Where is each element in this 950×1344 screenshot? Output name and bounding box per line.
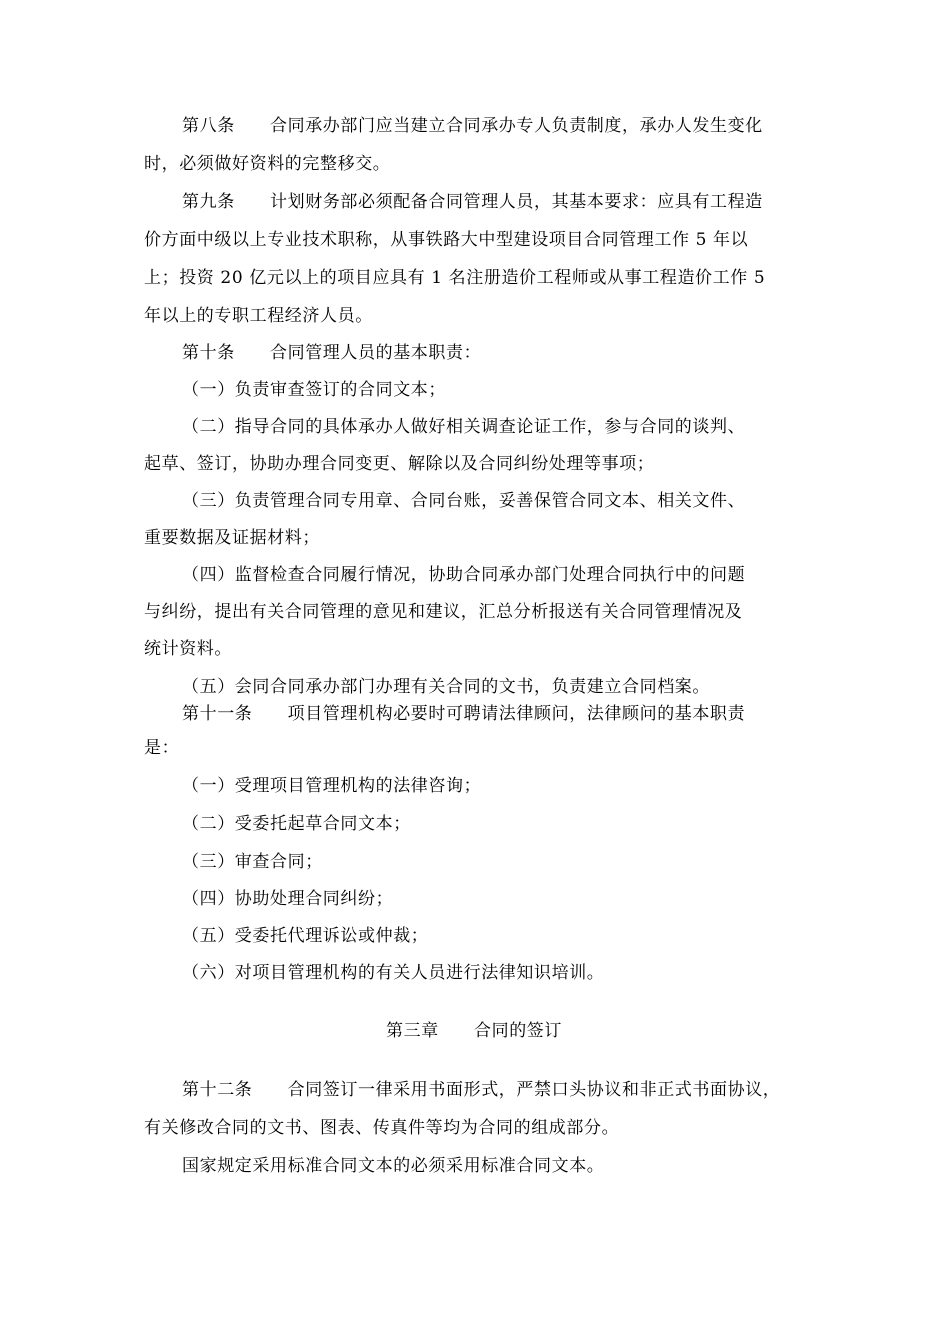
article-12-line-1: 第十二条 合同签订一律采用书面形式，严禁口头协议和非正式书面协议， <box>182 1080 781 1100</box>
article-10-item-4-line-1: （四）监督检查合同履行情况，协助合同承办部门处理合同执行中的问题 <box>182 565 746 585</box>
article-12-line-2: 有关修改合同的文书、图表、传真件等均为合同的组成部分。 <box>144 1118 620 1138</box>
article-9-line-3: 上；投资 20 亿元以上的项目应具有 1 名注册造价工程师或从事工程造价工作 5 <box>144 268 766 288</box>
article-12-line-3: 国家规定采用标准合同文本的必须采用标准合同文本。 <box>182 1156 605 1176</box>
article-10-item-5: （五）会同合同承办部门办理有关合同的文书，负责建立合同档案。 <box>182 677 710 697</box>
article-10-item-2-line-2: 起草、签订，协助办理合同变更、解除以及合同纠纷处理等事项； <box>144 454 655 474</box>
article-8-line-2: 时，必须做好资料的完整移交。 <box>144 154 391 174</box>
article-11-item-1: （一）受理项目管理机构的法律咨询； <box>182 776 482 796</box>
article-10-item-1: （一）负责审查签订的合同文本； <box>182 380 446 400</box>
article-10-item-4-line-3: 统计资料。 <box>144 639 232 659</box>
article-11-line-1: 第十一条 项目管理机构必要时可聘请法律顾问，法律顾问的基本职责 <box>182 704 746 724</box>
article-11-item-3: （三）审查合同； <box>182 852 323 872</box>
article-10-item-2-line-1: （二）指导合同的具体承办人做好相关调查论证工作，参与合同的谈判、 <box>182 417 746 437</box>
article-10-item-3-line-1: （三）负责管理合同专用章、合同台账，妥善保管合同文本、相关文件、 <box>182 491 746 511</box>
article-11-item-6: （六）对项目管理机构的有关人员进行法律知识培训。 <box>182 963 605 983</box>
article-9-line-1: 第九条 计划财务部必须配备合同管理人员，其基本要求：应具有工程造 <box>182 192 763 212</box>
article-11-line-2: 是： <box>144 738 180 758</box>
article-9-line-4: 年以上的专职工程经济人员。 <box>144 306 373 326</box>
chapter-heading: 第三章 合同的签订 <box>386 1021 562 1041</box>
article-10-line-1: 第十条 合同管理人员的基本职责： <box>182 343 482 363</box>
article-10-item-4-line-2: 与纠纷，提出有关合同管理的意见和建议，汇总分析报送有关合同管理情况及 <box>144 602 743 622</box>
article-11-item-4: （四）协助处理合同纠纷； <box>182 889 394 909</box>
article-11-item-5: （五）受委托代理诉讼或仲裁； <box>182 926 429 946</box>
article-10-item-3-line-2: 重要数据及证据材料； <box>144 528 320 548</box>
article-9-line-2: 价方面中级以上专业技术职称，从事铁路大中型建设项目合同管理工作 5 年以 <box>144 230 749 250</box>
article-8-line-1: 第八条 合同承办部门应当建立合同承办专人负责制度，承办人发生变化 <box>182 116 763 136</box>
article-11-item-2: （二）受委托起草合同文本； <box>182 814 411 834</box>
